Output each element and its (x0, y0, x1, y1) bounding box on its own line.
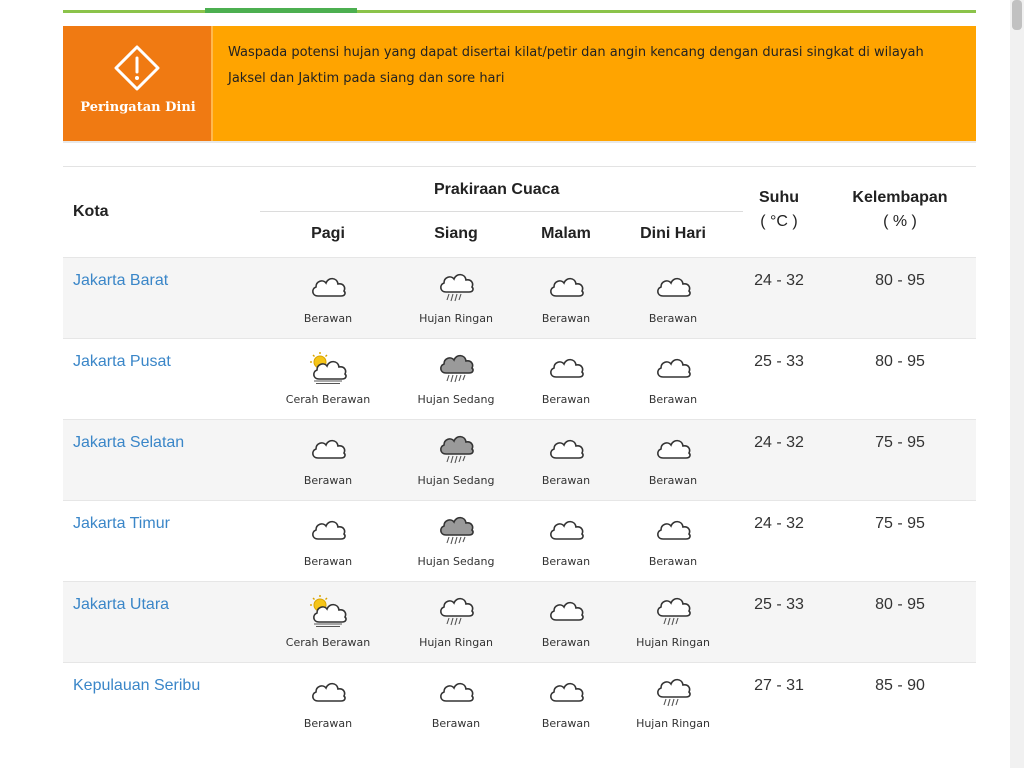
alert-message: Waspada potensi hujan yang dapat disertai kilat/petir dan angin kencang dengan durasi singkat di wilayah Jaksel dan Jaktim pada siang dan sore hari (228, 45, 924, 86)
table-row (63, 500, 976, 581)
alert-title: Peringatan Dini (80, 100, 196, 115)
forecast-label: Berawan (541, 393, 591, 406)
partly-sunny-icon (263, 351, 393, 385)
forecast-label: Berawan (431, 717, 481, 730)
forecast-cell-pagi (263, 351, 393, 406)
city-link[interactable]: Jakarta Timur (73, 515, 170, 532)
city-link[interactable]: Kepulauan Seribu (73, 677, 201, 694)
forecast-label: Cerah Berawan (285, 393, 371, 406)
forecast-cell-dini (608, 675, 738, 730)
city-link[interactable]: Jakarta Barat (73, 272, 169, 289)
table-row (63, 257, 976, 338)
forecast-label: Berawan (541, 555, 591, 568)
temperature-value: 25 - 33 (754, 353, 804, 370)
early-warning-banner (63, 26, 976, 143)
header-divider (260, 211, 743, 212)
temperature-value: 24 - 32 (754, 515, 804, 532)
header-kelembapan-unit: ( % ) (883, 213, 917, 230)
temperature-value: 24 - 32 (754, 272, 804, 289)
forecast-label: Berawan (303, 717, 353, 730)
forecast-label: Cerah Berawan (285, 636, 371, 649)
alert-side-panel (63, 26, 213, 141)
forecast-cell-pagi (263, 513, 393, 568)
header-kota: Kota (73, 203, 109, 220)
header-suhu: Suhu (759, 189, 799, 206)
header-prakiraan-cuaca: Prakiraan Cuaca (434, 181, 560, 198)
warning-diamond-icon (113, 44, 161, 92)
humidity-value: 75 - 95 (875, 434, 925, 451)
forecast-label: Hujan Sedang (417, 393, 495, 406)
city-link[interactable]: Jakarta Selatan (73, 434, 185, 451)
cloud-icon (263, 675, 393, 709)
forecast-cell-pagi (263, 594, 393, 649)
temperature-value: 25 - 33 (754, 596, 804, 613)
forecast-cell-pagi (263, 675, 393, 730)
humidity-value: 75 - 95 (875, 515, 925, 532)
scrollbar[interactable] (1010, 0, 1024, 768)
forecast-label: Berawan (541, 636, 591, 649)
forecast-label: Hujan Sedang (417, 474, 495, 487)
forecast-cell-dini (608, 513, 738, 568)
forecast-label: Berawan (541, 474, 591, 487)
forecast-label: Berawan (303, 555, 353, 568)
city-link[interactable]: Jakarta Pusat (73, 353, 171, 370)
light-rain-icon (608, 594, 738, 628)
forecast-cell-pagi (263, 432, 393, 487)
table-row (63, 581, 976, 662)
tab-bar (63, 10, 976, 13)
forecast-label: Hujan Ringan (419, 312, 493, 325)
cloud-icon (263, 270, 393, 304)
cloud-icon (263, 513, 393, 547)
forecast-label: Berawan (648, 393, 698, 406)
forecast-cell-dini (608, 351, 738, 406)
cloud-icon (608, 432, 738, 466)
header-kelembapan: Kelembapan (852, 189, 948, 206)
forecast-label: Hujan Ringan (636, 636, 710, 649)
forecast-label: Hujan Sedang (417, 555, 495, 568)
cloud-icon (608, 513, 738, 547)
temperature-value: 27 - 31 (754, 677, 804, 694)
forecast-label: Hujan Ringan (636, 717, 710, 730)
tab-active-indicator[interactable] (205, 8, 357, 13)
forecast-cell-dini (608, 432, 738, 487)
forecast-cell-pagi (263, 270, 393, 325)
humidity-value: 80 - 95 (875, 272, 925, 289)
temperature-value: 24 - 32 (754, 434, 804, 451)
partly-sunny-icon (263, 594, 393, 628)
header-malam: Malam (541, 225, 591, 242)
table-row (63, 338, 976, 419)
cloud-icon (608, 270, 738, 304)
header-dini-hari: Dini Hari (640, 225, 706, 242)
forecast-label: Berawan (303, 312, 353, 325)
forecast-label: Berawan (648, 474, 698, 487)
table-row (63, 662, 976, 743)
header-suhu-unit: ( °C ) (760, 213, 798, 230)
forecast-label: Berawan (648, 312, 698, 325)
light-rain-icon (608, 675, 738, 709)
header-siang: Siang (434, 225, 478, 242)
city-link[interactable]: Jakarta Utara (73, 596, 170, 613)
humidity-value: 85 - 90 (875, 677, 925, 694)
humidity-value: 80 - 95 (875, 353, 925, 370)
cloud-icon (263, 432, 393, 466)
header-pagi: Pagi (311, 225, 345, 242)
weather-forecast-table (63, 166, 976, 747)
scrollbar-thumb[interactable] (1012, 0, 1022, 30)
cloud-icon (608, 351, 738, 385)
humidity-value: 80 - 95 (875, 596, 925, 613)
forecast-label: Berawan (541, 717, 591, 730)
forecast-label: Hujan Ringan (419, 636, 493, 649)
forecast-cell-dini (608, 270, 738, 325)
forecast-label: Berawan (648, 555, 698, 568)
table-row (63, 419, 976, 500)
forecast-label: Berawan (541, 312, 591, 325)
forecast-cell-dini (608, 594, 738, 649)
forecast-label: Berawan (303, 474, 353, 487)
